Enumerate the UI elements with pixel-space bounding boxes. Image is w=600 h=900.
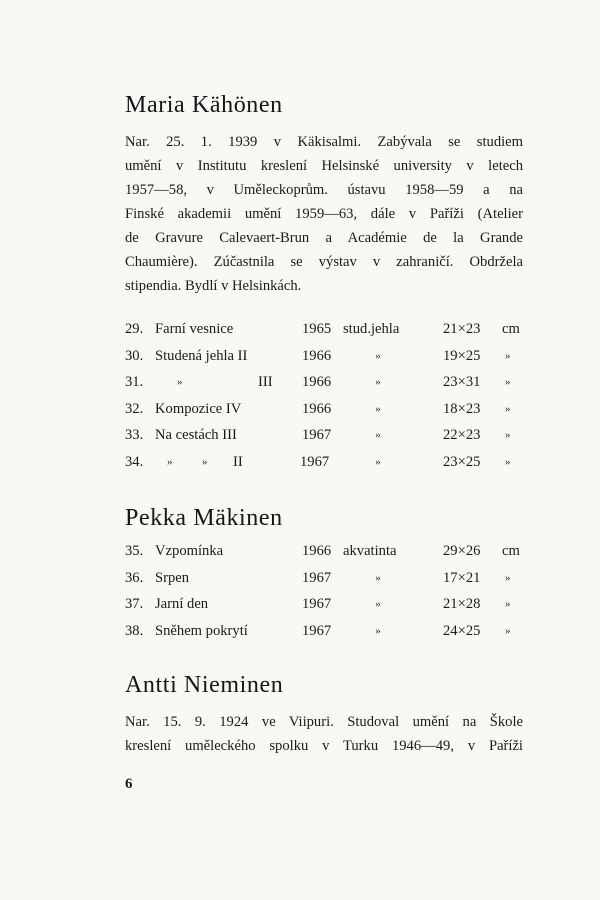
work-year: 1967: [300, 453, 330, 470]
work-entry: [125, 570, 523, 597]
work-title: Sněhem pokrytí: [155, 622, 248, 639]
work-unit: »: [505, 598, 511, 610]
work-dimensions: 29×26: [443, 543, 481, 559]
work-dimensions: 21×28: [443, 596, 481, 612]
work-number: 33.: [125, 427, 144, 443]
ditto-mark: »: [202, 455, 208, 468]
works-list: [125, 543, 523, 649]
work-number: 36.: [125, 569, 144, 586]
work-dimensions: 21×23: [443, 321, 481, 337]
work-entry: [125, 454, 523, 481]
work-title: Na cestách III: [155, 427, 237, 443]
bio-line: 1957—58, v Uměleckoprům. ústavu 1958—59 a na: [125, 182, 523, 198]
work-technique: stud.jehla: [343, 321, 400, 337]
work-technique: »: [375, 571, 381, 584]
work-number: 32.: [125, 400, 144, 417]
work-entry: [125, 401, 523, 428]
work-dimensions: 19×25: [443, 347, 481, 364]
work-number: 31.: [125, 374, 144, 390]
work-number: 29.: [125, 321, 144, 337]
work-entry: [125, 596, 523, 623]
work-technique: »: [375, 429, 381, 441]
work-dimensions: 18×23: [443, 400, 481, 417]
work-number: 38.: [125, 622, 144, 639]
work-year: 1967: [302, 622, 332, 639]
work-technique: akvatinta: [343, 543, 397, 559]
bio-line: Nar. 15. 9. 1924 ve Viipuri. Studoval umění na Škole: [125, 714, 523, 730]
bio-line: Finské akademii umění 1959—63, dále v Paříži (Atelier: [125, 206, 523, 222]
work-title: Srpen: [155, 569, 190, 586]
artist-heading: Antti Nieminen: [125, 672, 284, 698]
work-year: 1966: [302, 347, 332, 364]
work-title: Jarní den: [155, 596, 209, 612]
work-year: 1965: [302, 321, 332, 337]
bio-line: umění v Institutu kreslení Helsinské university v letech: [125, 158, 523, 174]
work-unit: »: [505, 571, 511, 584]
work-entry: [125, 623, 523, 650]
work-unit: »: [505, 376, 511, 388]
work-title: Farní vesnice: [155, 321, 234, 337]
work-unit: »: [505, 429, 511, 441]
work-number: 34.: [125, 453, 144, 470]
work-title-suffix: III: [258, 374, 273, 390]
work-entry: [125, 321, 523, 348]
work-unit: »: [505, 402, 511, 415]
work-entry: [125, 543, 523, 570]
bio-line: Nar. 25. 1. 1939 v Käkisalmi. Zabývala se studiem: [125, 134, 523, 150]
work-technique: »: [375, 402, 381, 415]
work-dimensions: 23×31: [443, 374, 481, 390]
work-year: 1967: [302, 427, 332, 443]
artist-heading: Maria Kähönen: [125, 92, 283, 118]
work-number: 37.: [125, 596, 144, 612]
work-technique: »: [375, 624, 381, 637]
artist-heading: Pekka Mäkinen: [125, 505, 283, 531]
work-unit: cm: [502, 321, 520, 337]
artist-bio: [125, 130, 523, 298]
work-dimensions: 24×25: [443, 622, 481, 639]
work-dimensions: 22×23: [443, 427, 481, 443]
work-entry: [125, 427, 523, 454]
work-year: 1966: [302, 400, 332, 417]
work-technique: »: [375, 349, 381, 362]
work-unit: »: [505, 349, 511, 362]
work-dimensions: 23×25: [443, 453, 481, 470]
works-list: [125, 321, 523, 480]
work-entry: [125, 374, 523, 401]
ditto-mark: »: [177, 376, 183, 388]
ditto-mark: »: [167, 455, 173, 468]
work-year: 1966: [302, 374, 332, 390]
work-title: Vzpomínka: [155, 543, 224, 559]
artist-bio: [125, 710, 523, 758]
bio-line: kreslení uměleckého spolku v Turku 1946—49, v Paříži: [125, 738, 523, 754]
work-unit: »: [505, 455, 511, 468]
bio-line: Chaumière). Zúčastnila se výstav v zahraničí. Obdržela: [125, 254, 523, 270]
work-title: Studená jehla II: [155, 347, 248, 364]
work-number: 35.: [125, 543, 144, 559]
work-entry: [125, 348, 523, 375]
work-technique: »: [375, 376, 381, 388]
work-technique: »: [375, 455, 381, 468]
bio-line: de Gravure Calevaert-Brun a Académie de la Grande: [125, 230, 523, 246]
work-year: 1967: [302, 569, 332, 586]
work-dimensions: 17×21: [443, 569, 481, 586]
work-technique: »: [375, 598, 381, 610]
work-year: 1967: [302, 596, 332, 612]
work-year: 1966: [302, 543, 332, 559]
work-number: 30.: [125, 347, 144, 364]
work-title-suffix: II: [233, 453, 243, 470]
work-title: Kompozice IV: [155, 400, 242, 417]
work-unit: cm: [502, 543, 520, 559]
bio-line: stipendia. Bydlí v Helsinkách.: [125, 278, 302, 294]
work-unit: »: [505, 624, 511, 637]
page-number: 6: [125, 776, 133, 792]
